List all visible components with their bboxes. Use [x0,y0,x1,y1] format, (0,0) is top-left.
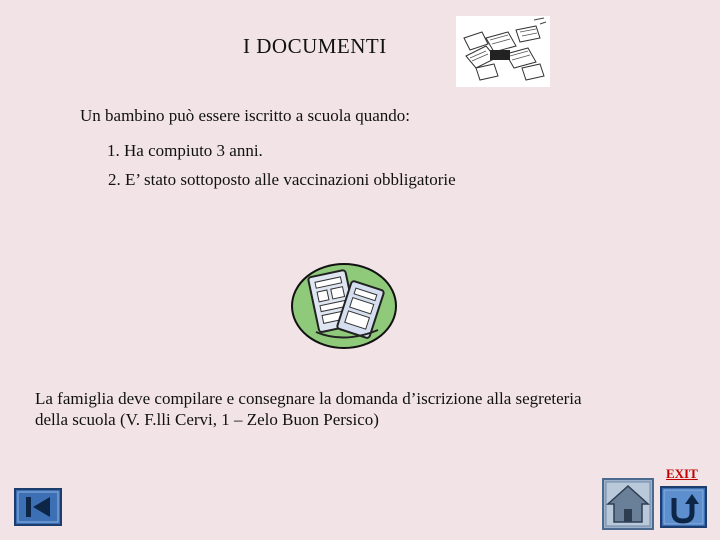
papers-desk-clipart [456,16,550,87]
condition-item: 1. Ha compiuto 3 anni. [107,141,263,160]
return-icon [660,486,707,528]
instructions-line: della scuola (V. F.lli Cervi, 1 – Zelo Buon Persico) [35,410,379,429]
newspapers-clipart [288,258,400,352]
instructions-paragraph [35,388,655,430]
exit-link[interactable]: EXIT [666,466,698,481]
home-button[interactable] [602,478,654,530]
instructions-line: La famiglia deve compilare e consegnare la domanda d’iscrizione alla segreteria [35,389,582,408]
intro-text: Un bambino può essere iscritto a scuola quando: [80,106,411,125]
previous-slide-button[interactable] [14,488,62,526]
previous-slide-icon [14,488,62,526]
return-button[interactable] [660,486,707,528]
home-icon [602,478,654,530]
page-title: I DOCUMENTI [243,34,387,58]
condition-item: 2. E’ stato sottoposto alle vaccinazioni obbligatorie [108,170,456,189]
